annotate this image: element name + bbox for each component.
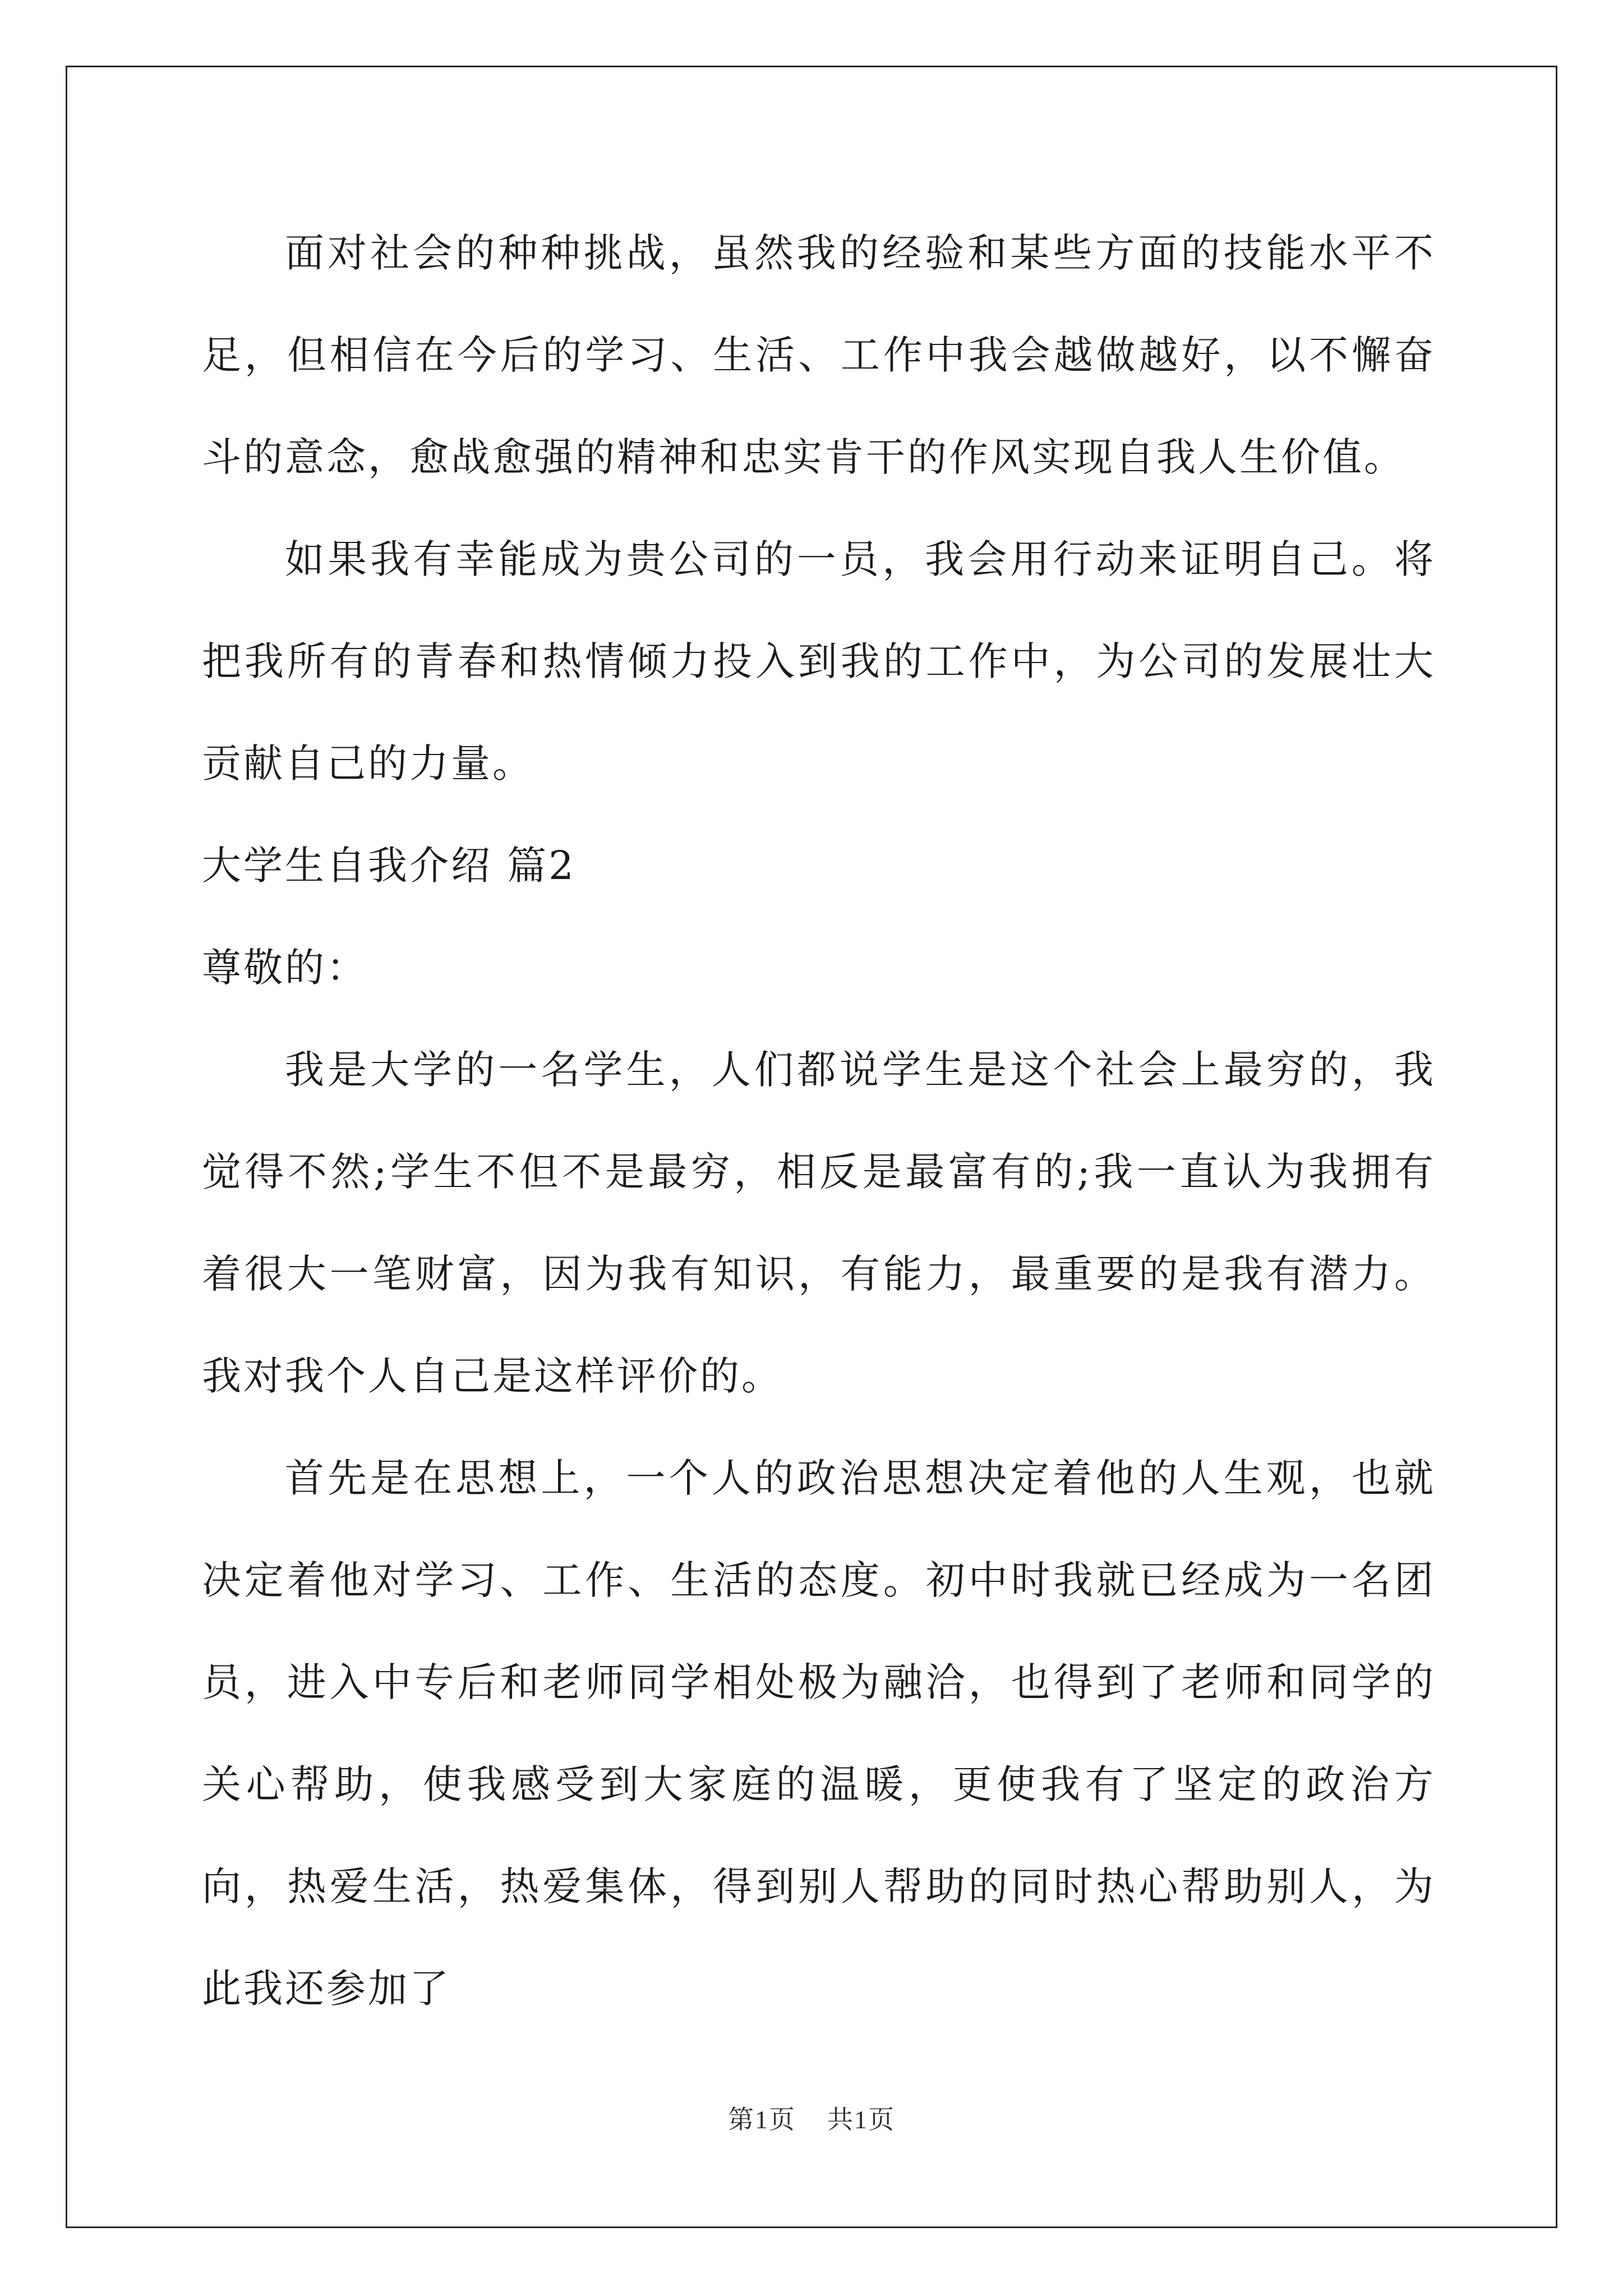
- salutation: 尊敬的：: [202, 945, 368, 991]
- document-body: [202, 202, 1436, 2040]
- paragraph-challenges: 面对社会的种种挑战，虽然我的经验和某些方面的技能水平不足，但相信在今后的学习、生活、工作中我会越做越好，以不懈奋斗的意念，愈战愈强的精神和忠实肯干的作风实现自我人生价值。: [202, 230, 1436, 480]
- paragraph-political-thought: 首先是在思想上，一个人的政治思想决定着他的人生观，也就决定着他对学习、工作、生活的态度。初中时我就已经成为一名团员，进入中专后和老师同学相处极为融洽，也得到了老师和同学的关心帮助，使我感受到大家庭的温暖，更使我有了坚定的政治方向，热爱生活，热爱集体，得到别人帮助的同时热心帮助别人，为此我还参加了: [202, 1455, 1436, 2012]
- section-title: 大学生自我介绍 篇2: [202, 843, 576, 889]
- paragraph-student-wealth: 我是大学的一名学生，人们都说学生是这个社会上最穷的，我觉得不然;学生不但不是最穷，相反是最富有的;我一直认为我拥有着很大一笔财富，因为我有知识，有能力，最重要的是我有潜力。我对我个人自己是这样评价的。: [202, 1047, 1436, 1399]
- paragraph-join-company: 如果我有幸能成为贵公司的一员，我会用行动来证明自己。将把我所有的青春和热情倾力投入到我的工作中，为公司的发展壮大贡献自己的力量。: [202, 536, 1436, 786]
- page-number: 第1页: [728, 2105, 796, 2134]
- page-footer: [0, 2099, 1623, 2136]
- page-total: 共1页: [827, 2105, 895, 2134]
